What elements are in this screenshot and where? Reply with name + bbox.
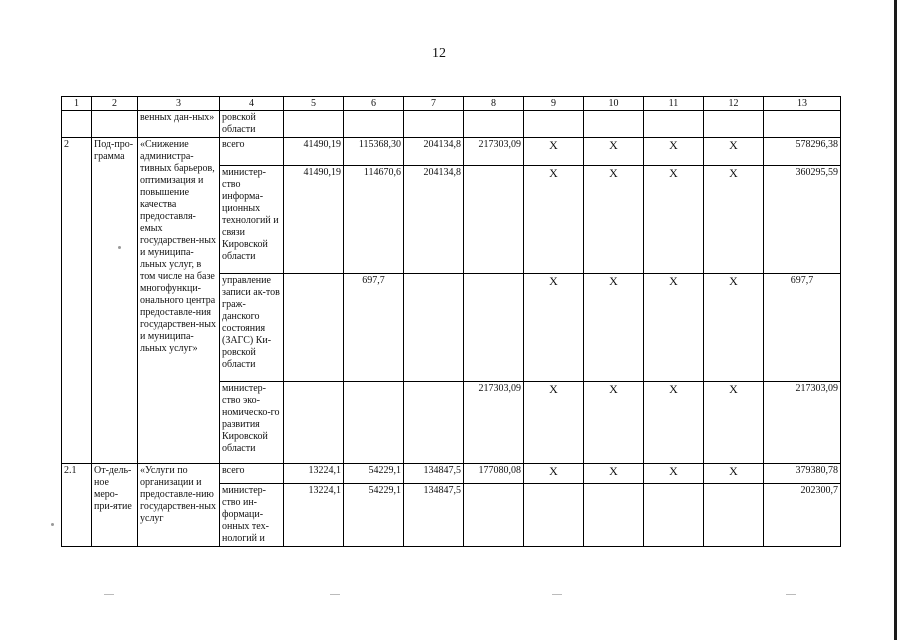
header-cell: 6: [344, 97, 404, 111]
x-mark: X: [584, 382, 644, 464]
executor-cell: министер-ство ин-формаци-онных тех-нологий и: [220, 484, 284, 547]
x-mark: X: [584, 138, 644, 166]
header-cell: 13: [764, 97, 841, 111]
x-mark: X: [524, 166, 584, 274]
x-mark: X: [704, 382, 764, 464]
executor-cell: министер-ство эко-номическо-го развития Кировской области: [220, 382, 284, 464]
header-cell: 7: [404, 97, 464, 111]
x-mark: X: [584, 274, 644, 382]
row-number: 2: [62, 138, 92, 464]
value-cell: 13224,1: [284, 484, 344, 547]
x-mark: X: [644, 464, 704, 484]
cont-exec-cell: ровской области: [220, 111, 284, 138]
total-cell: 360295,59: [764, 166, 841, 274]
scan-artifact: [552, 594, 562, 595]
total-cell: 697,7: [764, 274, 841, 382]
value-cell: 204134,8: [404, 138, 464, 166]
executor-cell: всего: [220, 138, 284, 166]
value-cell: 697,7: [344, 274, 404, 382]
table-row: [62, 138, 841, 166]
header-row: [62, 97, 841, 111]
header-cell: 1: [62, 97, 92, 111]
header-cell: 5: [284, 97, 344, 111]
row-name: «Услуги по организации и предоставле-нию государствен-ных услуг: [138, 464, 220, 547]
x-mark: X: [524, 382, 584, 464]
x-mark: X: [704, 274, 764, 382]
scan-artifact: [330, 594, 340, 595]
value-cell: 217303,09: [464, 382, 524, 464]
executor-cell: управление записи ак-тов граж-данского состояния (ЗАГС) Ки-ровской области: [220, 274, 284, 382]
x-mark: X: [644, 138, 704, 166]
value-cell: 54229,1: [344, 484, 404, 547]
total-cell: 379380,78: [764, 464, 841, 484]
cont-name-cell: венных дан-ных»: [138, 111, 220, 138]
executor-cell: министер-ство информа-ционных технологий и связи Кировской области: [220, 166, 284, 274]
row-type: От-дель-ное меро-при-ятие: [92, 464, 138, 547]
table-row: [62, 464, 841, 484]
value-cell: 134847,5: [404, 484, 464, 547]
scan-artifact: [786, 594, 796, 595]
row-name: «Снижение администра-тивных барьеров, оптимизация и повышение качества предоставля-емых государствен-ных и муниципа-льных услуг, в том числе на базе многофункци-онального центра предоставле-ния государствен-ных и муниципа-льных услуг»: [138, 138, 220, 464]
value-cell: 41490,19: [284, 166, 344, 274]
x-mark: X: [644, 274, 704, 382]
header-cell: 10: [584, 97, 644, 111]
value-cell: 13224,1: [284, 464, 344, 484]
scan-artifact: [118, 246, 121, 249]
row-number: 2.1: [62, 464, 92, 547]
x-mark: X: [704, 464, 764, 484]
x-mark: X: [704, 166, 764, 274]
total-cell: 217303,09: [764, 382, 841, 464]
x-mark: X: [704, 138, 764, 166]
total-cell: 202300,7: [764, 484, 841, 547]
header-cell: 12: [704, 97, 764, 111]
value-cell: 177080,08: [464, 464, 524, 484]
x-mark: X: [524, 464, 584, 484]
continuation-row: [62, 111, 841, 138]
x-mark: X: [644, 166, 704, 274]
header-cell: 4: [220, 97, 284, 111]
page-number: 12: [432, 46, 446, 61]
x-mark: X: [524, 274, 584, 382]
header-cell: 3: [138, 97, 220, 111]
scan-artifact: [51, 523, 54, 526]
value-cell: 134847,5: [404, 464, 464, 484]
budget-table: [61, 96, 841, 547]
value-cell: 54229,1: [344, 464, 404, 484]
x-mark: X: [644, 382, 704, 464]
x-mark: X: [584, 464, 644, 484]
value-cell: 217303,09: [464, 138, 524, 166]
header-cell: 9: [524, 97, 584, 111]
page-edge-line: [894, 0, 897, 640]
header-cell: 2: [92, 97, 138, 111]
x-mark: X: [584, 166, 644, 274]
value-cell: 41490,19: [284, 138, 344, 166]
header-cell: 11: [644, 97, 704, 111]
header-cell: 8: [464, 97, 524, 111]
value-cell: 204134,8: [404, 166, 464, 274]
executor-cell: всего: [220, 464, 284, 484]
total-cell: 578296,38: [764, 138, 841, 166]
row-type: Под-про-грамма: [92, 138, 138, 464]
value-cell: 115368,30: [344, 138, 404, 166]
value-cell: 114670,6: [344, 166, 404, 274]
x-mark: X: [524, 138, 584, 166]
scan-artifact: [104, 594, 114, 595]
